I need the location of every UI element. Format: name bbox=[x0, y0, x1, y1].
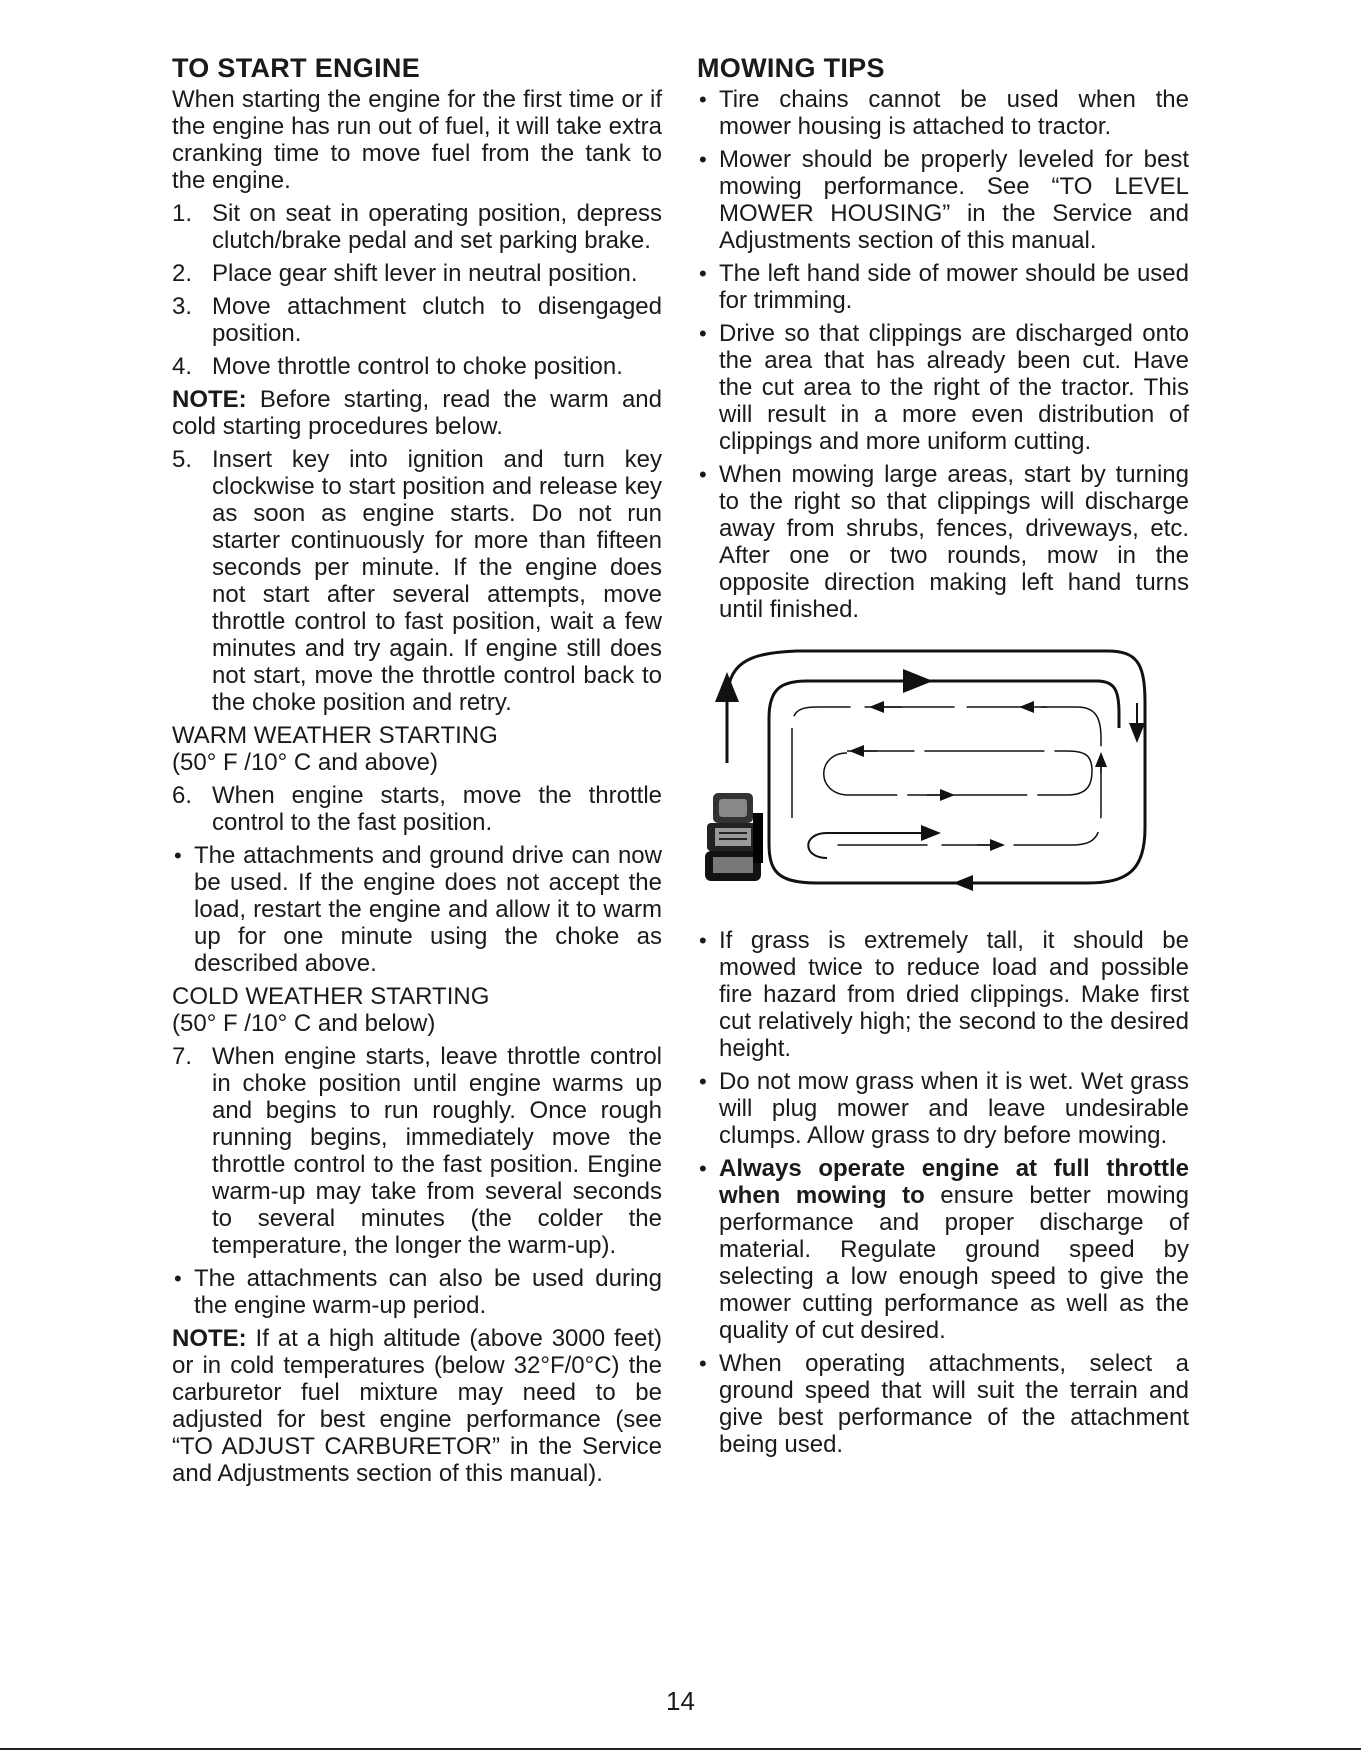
inner-pass-path bbox=[824, 751, 1092, 795]
tip-tire-chains bbox=[697, 86, 1189, 140]
bullet-icon: • bbox=[174, 843, 182, 868]
note-carburetor bbox=[172, 1325, 662, 1487]
tip-text: Do not mow grass when it is wet. Wet grass will plug mower and leave undesirable clumps. Allow grass to dry before mowing. bbox=[719, 1068, 1189, 1149]
page-number: 14 bbox=[666, 1686, 695, 1716]
start-engine-heading: TO START ENGINE bbox=[172, 53, 421, 83]
step-text: Move attachment clutch to disengaged position. bbox=[212, 293, 662, 347]
step-7 bbox=[172, 1043, 662, 1259]
note-label: NOTE: bbox=[172, 1325, 247, 1352]
bullet-icon: • bbox=[699, 321, 707, 346]
step-4 bbox=[172, 353, 662, 380]
outer-pass-path bbox=[727, 651, 1145, 883]
step-5 bbox=[172, 446, 662, 716]
second-pass-path bbox=[792, 707, 1101, 845]
tip-bold-text: Always operate engine at full throttle when mowing to bbox=[719, 1155, 1189, 1209]
bullet-icon: • bbox=[174, 1266, 182, 1291]
note-starting bbox=[172, 386, 662, 440]
start-engine-intro: When starting the engine for the first time or if the engine has run out of fuel, it will take extra cranking time to move fuel from the tank to the engine. bbox=[172, 86, 662, 194]
left-column bbox=[172, 52, 662, 1487]
mowing-pattern-diagram bbox=[697, 643, 1189, 913]
step-number: 4. bbox=[172, 353, 193, 380]
tip-text: If grass is extremely tall, it should be mowed twice to reduce load and possible fire hazard from dried clippings. Make first cut relatively high; the second to the desired height. bbox=[719, 927, 1189, 1062]
mowing-tips-heading: MOWING TIPS bbox=[697, 53, 885, 83]
step-2 bbox=[172, 260, 662, 287]
step-number: 7. bbox=[172, 1043, 193, 1070]
note-text: Before starting, read the warm and cold starting procedures below. bbox=[172, 386, 662, 440]
note-text: If at a high altitude (above 3000 feet) or in cold temperatures (below 32°F/0°C) the carburetor fuel mixture may need to be adjusted for best engine performance (see “TO ADJUST CARBURETOR” in the Service and Adjustments section of this manual). bbox=[172, 1325, 662, 1487]
step-6 bbox=[172, 782, 662, 836]
bullet-icon: • bbox=[699, 928, 707, 953]
cold-weather-range: (50° F /10° C and below) bbox=[172, 1010, 436, 1037]
tip-text: Mower should be properly leveled for best mowing performance. See “TO LEVEL MOWER HOUSING” in the Service and Adjustments section of this manual. bbox=[719, 146, 1189, 254]
tip-text: When operating attachments, select a ground speed that will suit the terrain and give best performance of the attachment being used. bbox=[719, 1350, 1189, 1458]
tip-large-areas bbox=[697, 461, 1189, 623]
step-text: Place gear shift lever in neutral position. bbox=[212, 260, 638, 287]
tip-full-throttle bbox=[697, 1155, 1189, 1344]
step-number: 5. bbox=[172, 446, 193, 473]
cold-weather-title: COLD WEATHER STARTING bbox=[172, 983, 490, 1010]
step-number: 3. bbox=[172, 293, 193, 320]
step-3 bbox=[172, 293, 662, 347]
tractor-icon bbox=[705, 793, 763, 881]
tip-tall-grass bbox=[697, 927, 1189, 1062]
bullet-icon: • bbox=[699, 147, 707, 172]
cold-bullet bbox=[172, 1265, 662, 1319]
step-1 bbox=[172, 200, 662, 254]
bullet-text: The attachments and ground drive can now be used. If the engine does not accept the load, restart the engine and allow it to warm up for one minute using the choke as described above. bbox=[194, 842, 662, 977]
tip-text: Tire chains cannot be used when the mower housing is attached to tractor. bbox=[719, 86, 1189, 140]
note-label: NOTE: bbox=[172, 386, 247, 413]
warm-weather-range: (50° F /10° C and above) bbox=[172, 749, 439, 776]
bullet-text: The attachments can also be used during the engine warm-up period. bbox=[194, 1265, 662, 1319]
tip-text: Drive so that clippings are discharged onto the area that has already been cut. Have the cut area to the right of the tractor. This will result in a more even distribution of clippings and more uniform cutting. bbox=[719, 320, 1189, 455]
bullet-icon: • bbox=[699, 462, 707, 487]
warm-weather-title: WARM WEATHER STARTING bbox=[172, 722, 498, 749]
bullet-icon: • bbox=[699, 1069, 707, 1094]
step-text: When engine starts, move the throttle control to the fast position. bbox=[212, 782, 662, 836]
step-text: When engine starts, leave throttle control in choke position until engine warms up and begins to run roughly. Once rough running begins, immediately move the throttle control to the fast position. Engine warm-up may take from several seconds to several minutes (the colder the temperature, the longer the warm-up). bbox=[212, 1043, 662, 1259]
tip-discharge bbox=[697, 320, 1189, 455]
step-number: 1. bbox=[172, 200, 193, 227]
tip-attachments bbox=[697, 1350, 1189, 1458]
tip-level-mower bbox=[697, 146, 1189, 254]
bullet-icon: • bbox=[699, 1156, 707, 1181]
right-column bbox=[697, 52, 1189, 1458]
warm-bullet bbox=[172, 842, 662, 977]
tip-trimming bbox=[697, 260, 1189, 314]
step-number: 6. bbox=[172, 782, 193, 809]
tip-text: The left hand side of mower should be used for trimming. bbox=[719, 260, 1189, 314]
step-number: 2. bbox=[172, 260, 193, 287]
bullet-icon: • bbox=[699, 87, 707, 112]
tip-wet-grass bbox=[697, 1068, 1189, 1149]
footer-rule bbox=[0, 1748, 1361, 1750]
step-text: Move throttle control to choke position. bbox=[212, 353, 623, 380]
mowing-pattern-illustration bbox=[697, 643, 1189, 913]
bullet-icon: • bbox=[699, 261, 707, 286]
step-text: Sit on seat in operating position, depress clutch/brake pedal and set parking brake. bbox=[212, 200, 662, 254]
step-text: Insert key into ignition and turn key clockwise to start position and release key as soon as engine starts. Do not run starter continuously for more than fifteen seconds per minute. If the engine does not start after several attempts, move throttle control to fast position, wait a few minutes and try again. If engine still does not start, move the throttle control back to the choke position and retry. bbox=[212, 446, 662, 716]
tip-text: ensure better mowing performance and proper discharge of material. Regulate ground speed by selecting a low enough speed to give the mower cutting performance as well as the quality of cut desired. bbox=[719, 1182, 1189, 1344]
tip-text: When mowing large areas, start by turning to the right so that clippings will discharge away from shrubs, fences, driveways, etc. After one or two rounds, mow in the opposite direction making left hand turns until finished. bbox=[719, 461, 1189, 623]
bullet-icon: • bbox=[699, 1351, 707, 1376]
